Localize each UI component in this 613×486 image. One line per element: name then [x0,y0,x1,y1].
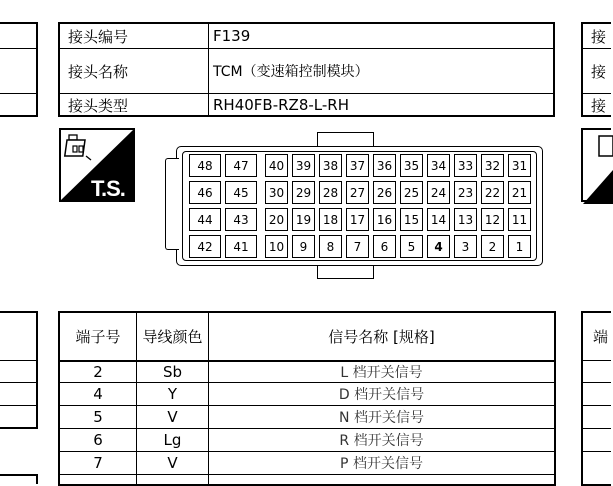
pin-25: 25 [400,181,423,204]
left-fragment-info-table [0,22,38,117]
pin-19: 19 [292,208,315,231]
pin-13: 13 [454,208,477,231]
pin-26: 26 [373,181,396,204]
wire-color-cell: Y [167,385,178,403]
connector-number-label: 接头编号 [68,27,129,46]
header-wire-color: 导线颜色 [142,328,203,346]
signal-name-cell: R 档开关信号 [339,433,424,449]
header-signal-name: 信号名称 [规格] [328,328,435,346]
connector-plug-icon [65,133,95,161]
connector-face-diagram [165,132,545,280]
pin-11: 11 [508,208,531,231]
pin-44: 44 [189,208,221,231]
wire-color-cell: V [167,408,178,426]
pin-16: 16 [373,208,396,231]
pin-47: 47 [225,154,257,177]
pin-23: 23 [454,181,477,204]
pin-36: 36 [373,154,396,177]
pin-33: 33 [454,154,477,177]
pin-48: 48 [189,154,221,177]
pin-24: 24 [427,181,450,204]
connector-name-value: TCM（变速箱控制模块） [213,64,369,80]
pin-42: 42 [189,235,221,258]
signal-name-cell: L 档开关信号 [340,364,423,381]
pin-10: 10 [265,235,288,258]
left-fragment-bottom-row [0,474,38,484]
pin-grid [189,154,539,260]
right-fragment-badge [581,128,611,202]
pin-18: 18 [319,208,342,231]
wire-color-cell: V [167,454,178,472]
pin-15: 15 [400,208,423,231]
pin-46: 46 [189,181,221,204]
pin-32: 32 [481,154,504,177]
right-fragment-label-3: 接 [591,96,607,115]
right-fragment-terminal-table [581,311,611,486]
signal-name-cell: P 档开关信号 [340,456,423,472]
ts-badge-text: T.S. [91,176,125,201]
pin-28: 28 [319,181,342,204]
connector-info-table [58,22,555,117]
pin-9: 9 [292,235,315,258]
pin-21: 21 [508,181,531,204]
terminal-number-cell: 2 [93,362,103,381]
pin-37: 37 [346,154,369,177]
connector-name-label: 接头名称 [68,62,129,81]
right-fragment-label-1: 接 [591,27,607,46]
pin-30: 30 [265,181,288,204]
pin-5: 5 [400,235,423,258]
pin-12: 12 [481,208,504,231]
pin-8: 8 [319,235,342,258]
pin-45: 45 [225,181,257,204]
pin-41: 41 [225,235,257,258]
pin-39: 39 [292,154,315,177]
right-fragment-info-table [581,22,611,117]
signal-name-cell: D 档开关信号 [338,387,425,403]
pin-34: 34 [427,154,450,177]
wire-color-cell: Lg [163,431,182,449]
pin-4: 4 [427,235,450,258]
terminal-number-cell: 5 [93,408,103,426]
terminal-number-cell: 7 [93,454,103,472]
pin-27: 27 [346,181,369,204]
connector-type-value: RH40FB-RZ8-L-RH [213,96,349,114]
pin-43: 43 [225,208,257,231]
connector-type-label: 接头类型 [68,96,129,115]
left-fragment-terminal-table [0,311,38,429]
pin-22: 22 [481,181,504,204]
header-terminal-number: 端子号 [75,328,121,346]
right-fragment-header: 端 [593,328,609,346]
connector-number-value: F139 [213,27,251,45]
terminal-number-cell: 6 [93,431,103,449]
terminal-table [58,311,556,486]
signal-name-cell: N 档开关信号 [339,410,424,426]
pin-7: 7 [346,235,369,258]
pin-38: 38 [319,154,342,177]
left-latch [165,158,179,250]
pin-2: 2 [481,235,504,258]
right-fragment-badge-shape [583,130,613,204]
pin-14: 14 [427,208,450,231]
pin-29: 29 [292,181,315,204]
pin-20: 20 [265,208,288,231]
pin-6: 6 [373,235,396,258]
wire-color-cell: Sb [162,362,183,381]
right-fragment-label-2: 接 [591,62,607,81]
pin-40: 40 [265,154,288,177]
pin-31: 31 [508,154,531,177]
pin-3: 3 [454,235,477,258]
pin-1: 1 [508,235,531,258]
pin-35: 35 [400,154,423,177]
terminal-number-cell: 4 [93,385,103,403]
pin-17: 17 [346,208,369,231]
ts-badge [59,128,135,202]
